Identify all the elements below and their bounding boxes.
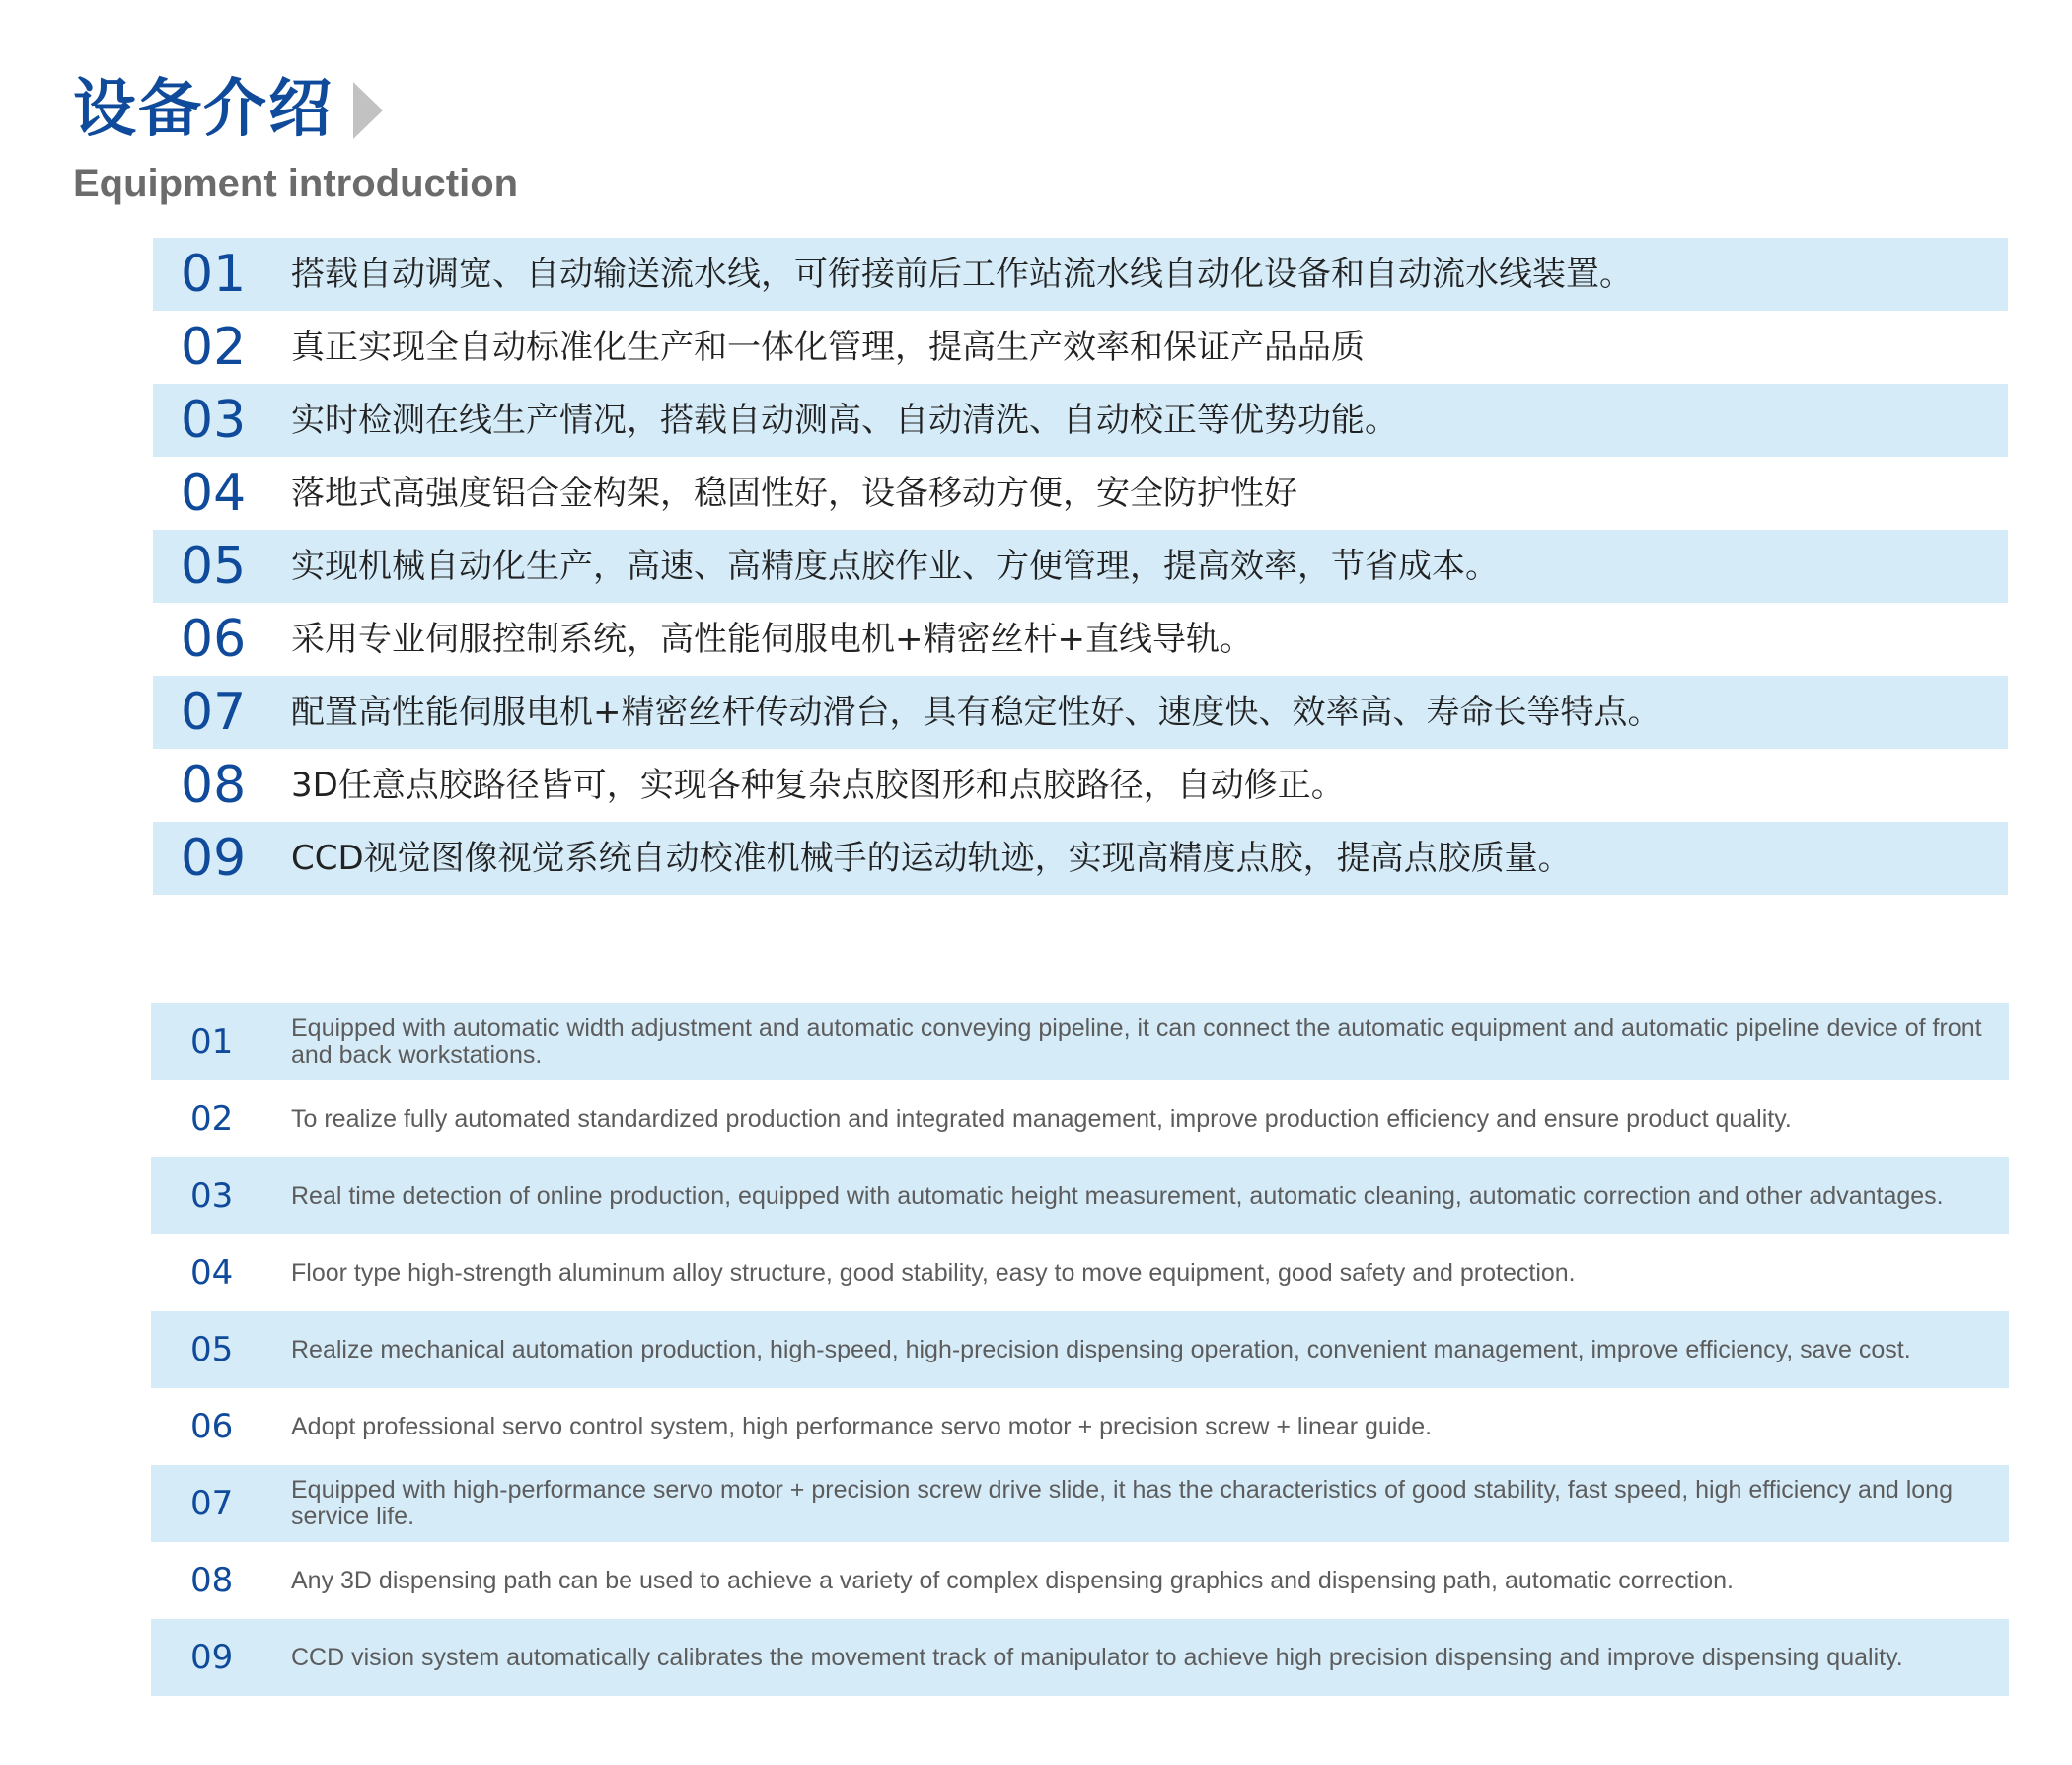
list-item (153, 822, 2008, 895)
list-item (151, 1311, 2009, 1388)
item-text: 落地式高强度铝合金构架，稳固性好，设备移动方便，安全防护性好 (291, 474, 1297, 513)
triangle-arrow-icon (353, 82, 383, 139)
item-number: 08 (181, 756, 247, 815)
item-text: CCD视觉图像视觉系统自动校准机械手的运动轨迹，实现高精度点胶，提高点胶质量。 (291, 839, 1572, 878)
item-number: 02 (190, 1099, 234, 1139)
item-text: Equipped with high-performance servo motor + precision screw drive slide, it has the characteristics of good stability, fast speed, high efficiency and long service life. (291, 1476, 1953, 1530)
item-number: 08 (190, 1561, 234, 1600)
item-text: 真正实现全自动标准化生产和一体化管理，提高生产效率和保证产品品质 (291, 328, 1365, 367)
list-item (153, 676, 2008, 749)
list-item (153, 603, 2008, 676)
list-item (151, 1234, 2009, 1311)
item-number: 06 (181, 610, 247, 669)
list-item (151, 1619, 2009, 1696)
list-item (151, 1465, 2009, 1542)
item-number: 05 (181, 537, 247, 596)
item-number: 09 (190, 1638, 234, 1677)
list-item (151, 1003, 2009, 1080)
title-row (73, 71, 518, 148)
chinese-feature-list (153, 238, 2008, 895)
page-title: 设备介绍 (73, 73, 333, 146)
section-header (73, 71, 518, 207)
item-number: 01 (190, 1022, 234, 1062)
list-item (151, 1157, 2009, 1234)
item-text: Realize mechanical automation production, high-speed, high-precision dispensing operation, convenient management, improve efficiency, save cost. (291, 1335, 1911, 1363)
item-text: Floor type high-strength aluminum alloy structure, good stability, easy to move equipment, good safety and protection. (291, 1258, 1576, 1287)
item-number: 09 (181, 829, 247, 888)
item-number: 01 (181, 245, 247, 304)
list-item (153, 749, 2008, 822)
item-text: Adopt professional servo control system, high performance servo motor + precision screw + linear guide. (291, 1412, 1433, 1440)
list-item (153, 457, 2008, 530)
item-text: 采用专业伺服控制系统，高性能伺服电机+精密丝杆+直线导轨。 (291, 620, 1253, 659)
item-text: CCD vision system automatically calibrates the movement track of manipulator to achieve high precision dispensing and improve dispensing quality. (291, 1643, 1903, 1671)
item-text: Equipped with automatic width adjustment and automatic conveying pipeline, it can connect the automatic equipment and automatic pipeline device of front and back workstations. (291, 1014, 1982, 1068)
list-item (153, 384, 2008, 457)
english-feature-list (151, 1003, 2009, 1696)
item-number: 03 (181, 391, 247, 450)
item-text: 实现机械自动化生产，高速、高精度点胶作业、方便管理，提高效率，节省成本。 (291, 547, 1499, 586)
item-text: 配置高性能伺服电机+精密丝杆传动滑台，具有稳定性好、速度快、效率高、寿命长等特点。 (291, 693, 1662, 732)
item-number: 07 (190, 1484, 234, 1523)
item-number: 07 (181, 683, 247, 742)
list-item (151, 1542, 2009, 1619)
page-subtitle: Equipment introduction (73, 162, 519, 205)
item-number: 04 (181, 464, 247, 523)
item-number: 05 (190, 1330, 234, 1369)
list-item (153, 530, 2008, 603)
list-item (153, 311, 2008, 384)
item-text: Any 3D dispensing path can be used to achieve a variety of complex dispensing graphics and dispensing path, automatic correction. (291, 1566, 1734, 1594)
item-text: To realize fully automated standardized production and integrated management, improve production efficiency and ensure product quality. (291, 1104, 1792, 1133)
item-number: 06 (190, 1407, 234, 1446)
item-number: 03 (190, 1176, 234, 1215)
item-number: 04 (190, 1253, 234, 1292)
list-item (151, 1080, 2009, 1157)
list-item (153, 238, 2008, 311)
item-text: 搭载自动调宽、自动输送流水线，可衔接前后工作站流水线自动化设备和自动流水线装置。 (291, 255, 1633, 294)
item-text: 实时检测在线生产情况，搭载自动测高、自动清洗、自动校正等优势功能。 (291, 401, 1398, 440)
item-number: 02 (181, 318, 247, 377)
list-item (151, 1388, 2009, 1465)
item-text: 3D任意点胶路径皆可，实现各种复杂点胶图形和点胶路径，自动修正。 (291, 766, 1345, 805)
item-text: Real time detection of online production, equipped with automatic height measurement, automatic cleaning, automatic correction and other advantages. (291, 1181, 1944, 1210)
